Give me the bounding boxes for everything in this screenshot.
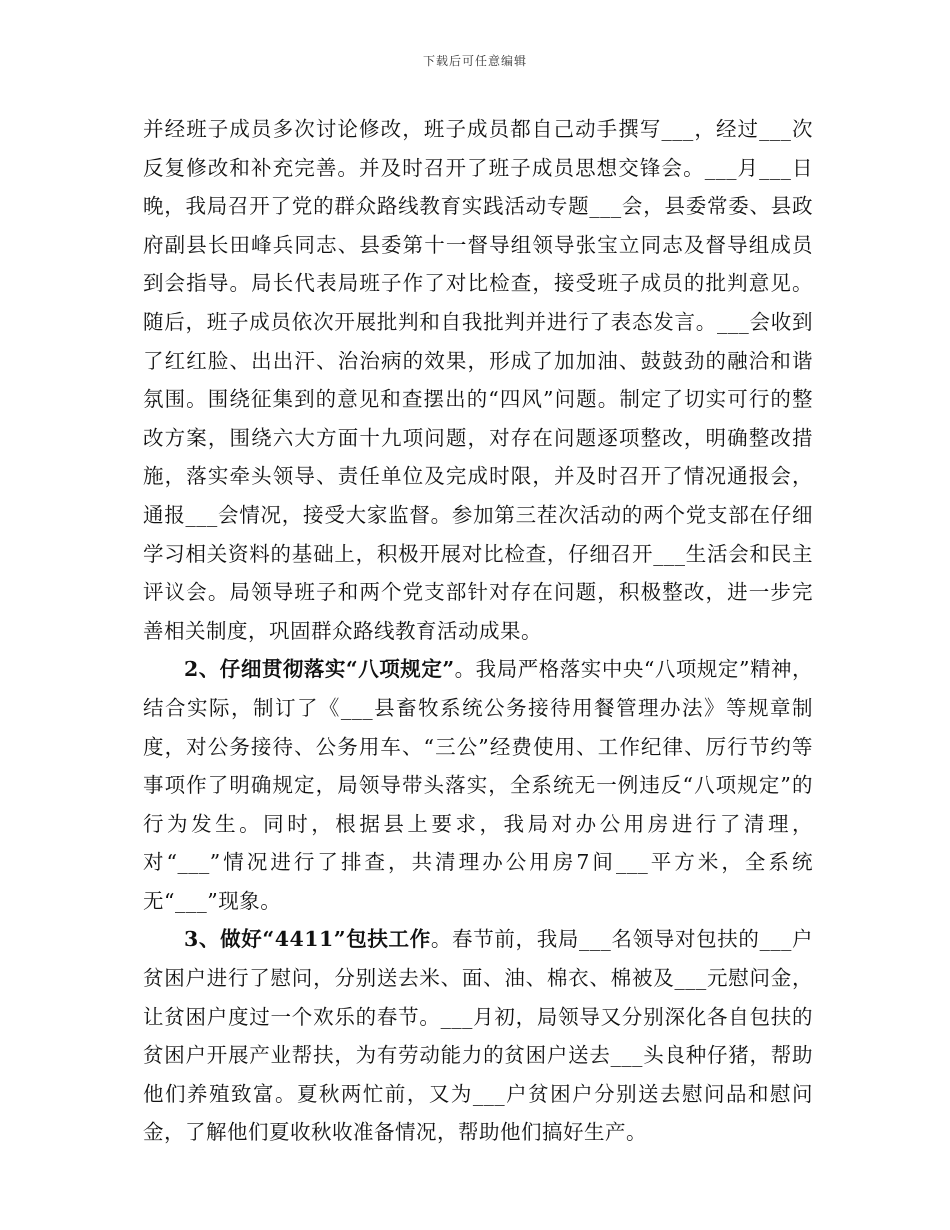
paragraph-3-heading: 3、做好“4411”包扶工作 xyxy=(184,927,431,952)
paragraph-2-body: 。我局严格落实中央“八项规定”精神，结合实际，制订了《___县畜牧系统公务接待用餐管理办法》等规章制度，对公务接待、公务用车、“三公”经费使用、工作纪律、厉行节约等事项作了明确规定，局领导带头落实，全系统无一例违反“八项规定”的行为发生。同时，根据县上要求，我局对办公用房进行了清理，对“___”情况进行了排查，共清理办公用房7间___平方米，全系统无“___”现象。 xyxy=(143,657,813,913)
paragraph-1-body: 并经班子成员多次讨论修改，班子成员都自己动手撰写___，经过___次反复修改和补充完善。并及时召开了班子成员思想交锋会。___月___日晚，我局召开了党的群众路线教育实践活动专题___会，县委常委、县政府副县长田峰兵同志、县委第十一督导组领导张宝立同志及督导组成员到会指导。局长代表局班子作了对比检查，接受班子成员的批判意见。随后，班子成员依次开展批判和自我批判并进行了表态发言。___会收到了红红脸、出出汗、治治病的效果，形成了加加油、鼓鼓劲的融洽和谐氛围。围绕征集到的意见和查摆出的“四风”问题。制定了切实可行的整改方案，围绕六大方面十九项问题，对存在问题逐项整改，明确整改措施，落实牵头领导、责任单位及完成时限，并及时召开了情况通报会，通报___会情况，接受大家监督。参加第三茬次活动的两个党支部在仔细学习相关资料的基础上，积极开展对比检查，仔细召开___生活会和民主评议会。局领导班子和两个党支部针对存在问题，积极整改，进一步完善相关制度，巩固群众路线教育活动成果。 xyxy=(143,117,813,643)
paragraph-2-heading: 2、仔细贯彻落实“八项规定” xyxy=(184,657,455,682)
paragraph-3 xyxy=(143,920,813,1152)
page-header: 下载后可任意编辑 xyxy=(422,54,527,68)
document-body xyxy=(143,110,813,1152)
paragraph-1 xyxy=(143,110,813,650)
paragraph-3-body: 。春节前，我局___名领导对包扶的___户贫困户进行了慰问，分别送去米、面、油、棉衣、棉被及___元慰问金，让贫困户度过一个欢乐的春节。___月初，局领导又分别深化各自包扶的贫困户开展产业帮扶，为有劳动能力的贫困户送去___头良种仔猪，帮助他们养殖致富。夏秋两忙前，又为___户贫困户分别送去慰问品和慰问金，了解他们夏收秋收准备情况，帮助他们搞好生产。 xyxy=(143,927,814,1145)
paragraph-2 xyxy=(143,650,813,920)
